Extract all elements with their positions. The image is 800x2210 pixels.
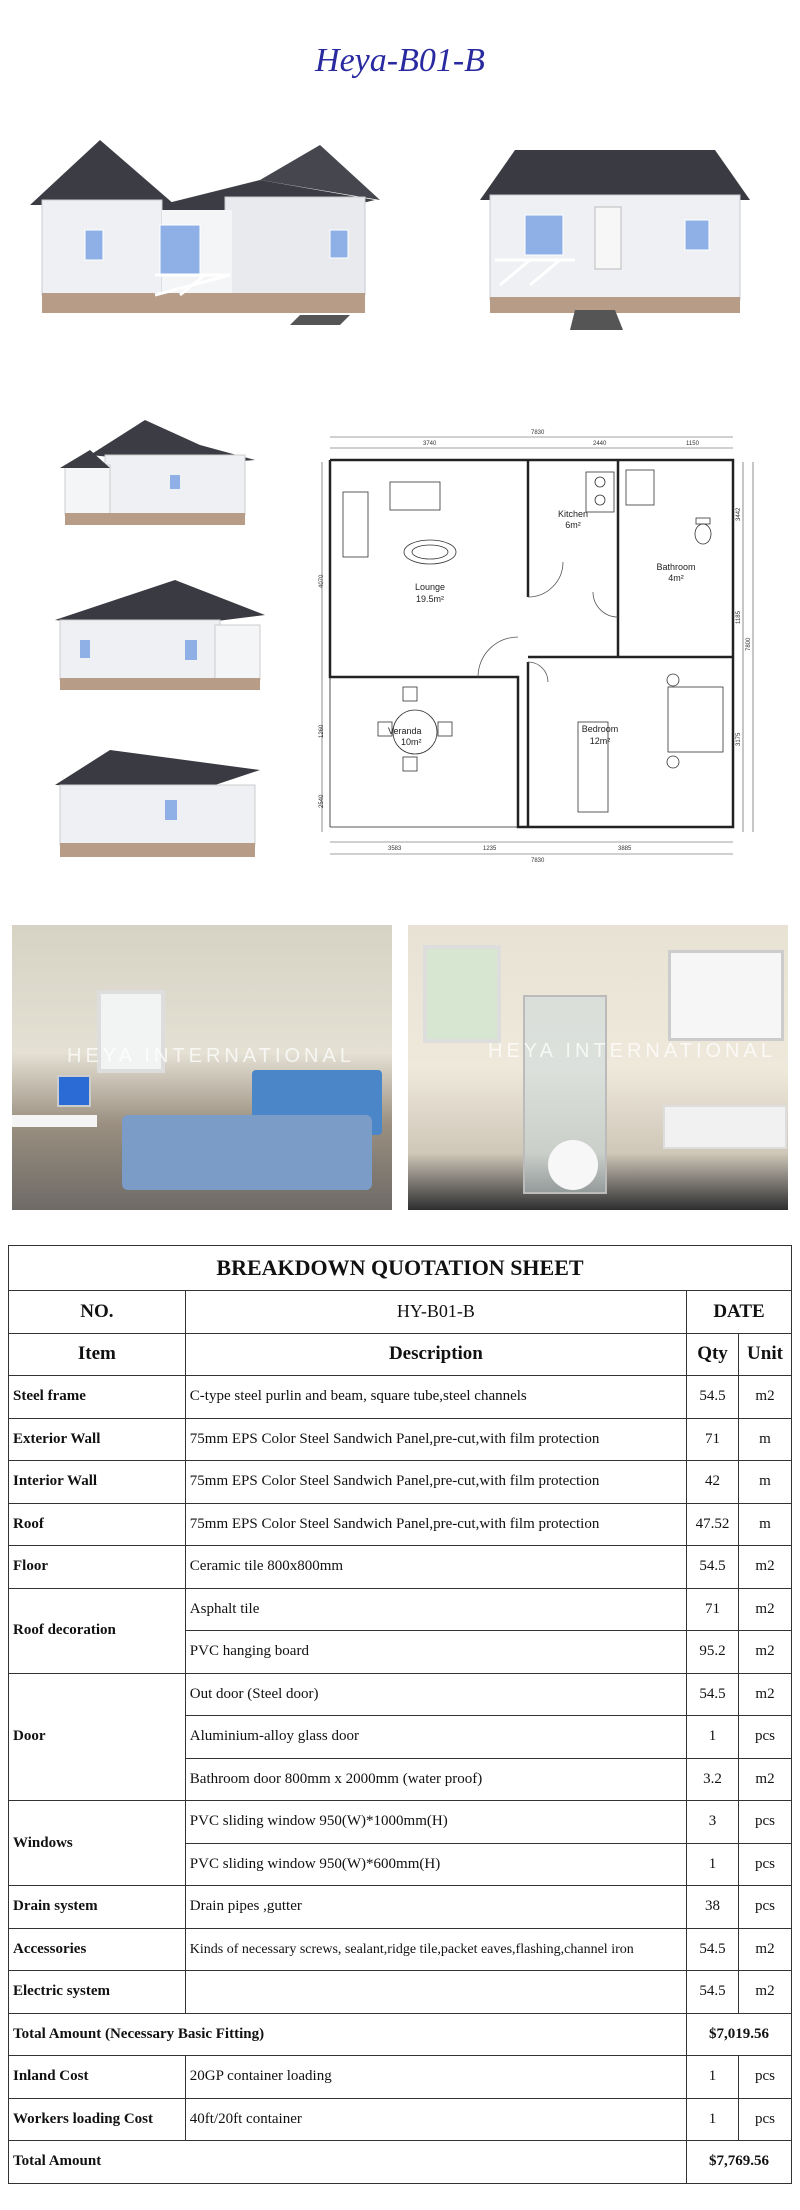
room-kitchen-name: Kitchen bbox=[557, 509, 589, 519]
total-basic-label: Total Amount (Necessary Basic Fitting) bbox=[9, 2013, 687, 2056]
qty-cell: 54.5 bbox=[687, 1546, 739, 1589]
dim-left-3: 2540 bbox=[319, 794, 325, 808]
room-bathroom-area: 4m² bbox=[668, 573, 684, 583]
floor-plan bbox=[318, 422, 768, 872]
table-row bbox=[9, 1971, 792, 2014]
watermark-left: HEYA INTERNATIONAL bbox=[67, 1045, 355, 1067]
item-cell: Windows bbox=[9, 1801, 186, 1886]
house-render-small-2 bbox=[50, 575, 265, 700]
dim-top-1: 3740 bbox=[423, 441, 437, 447]
table-row bbox=[9, 1376, 792, 1419]
unit-cell: pcs bbox=[739, 2056, 792, 2099]
table-row bbox=[9, 1588, 792, 1631]
desc-cell: 75mm EPS Color Steel Sandwich Panel,pre-cut,with film protection bbox=[185, 1418, 686, 1461]
qty-cell: 1 bbox=[687, 2056, 739, 2099]
table-row bbox=[9, 2056, 792, 2099]
house-render-small-1 bbox=[60, 420, 260, 530]
unit-cell: m bbox=[739, 1461, 792, 1504]
unit-cell: m2 bbox=[739, 1376, 792, 1419]
item-cell: Roof bbox=[9, 1503, 186, 1546]
page-title: Heya-B01-B bbox=[315, 42, 485, 79]
table-row bbox=[9, 2141, 792, 2184]
table-row bbox=[9, 1886, 792, 1929]
dim-right-3: 3175 bbox=[736, 732, 742, 746]
unit-cell: pcs bbox=[739, 1801, 792, 1844]
qty-cell: 54.5 bbox=[687, 1673, 739, 1716]
unit-cell: m2 bbox=[739, 1546, 792, 1589]
col-item: Item bbox=[9, 1333, 186, 1376]
qty-cell: 3 bbox=[687, 1801, 739, 1844]
item-cell: Accessories bbox=[9, 1928, 186, 1971]
qty-cell: 42 bbox=[687, 1461, 739, 1504]
dim-right-total: 7800 bbox=[746, 637, 752, 651]
dim-bottom-1: 3583 bbox=[388, 846, 402, 852]
bedroom-photo bbox=[12, 925, 392, 1210]
unit-cell: m2 bbox=[739, 1588, 792, 1631]
house-render-small-3 bbox=[50, 745, 265, 865]
sheet-heading: BREAKDOWN QUOTATION SHEET bbox=[9, 1246, 792, 1291]
dim-right-1: 3442 bbox=[736, 507, 742, 521]
item-cell: Roof decoration bbox=[9, 1588, 186, 1673]
desc-cell: Kinds of necessary screws, sealant,ridge tile,packet eaves,flashing,channel iron bbox=[185, 1928, 686, 1971]
table-row bbox=[9, 1503, 792, 1546]
unit-cell: m2 bbox=[739, 1758, 792, 1801]
desc-cell: Bathroom door 800mm x 2000mm (water proof) bbox=[185, 1758, 686, 1801]
room-kitchen-area: 6m² bbox=[565, 520, 581, 530]
table-row bbox=[9, 1928, 792, 1971]
desc-cell: 20GP container loading bbox=[185, 2056, 686, 2099]
item-cell: Interior Wall bbox=[9, 1461, 186, 1504]
desc-cell: PVC hanging board bbox=[185, 1631, 686, 1674]
unit-cell: m2 bbox=[739, 1631, 792, 1674]
unit-cell: m2 bbox=[739, 1971, 792, 2014]
item-cell: Inland Cost bbox=[9, 2056, 186, 2099]
house-render-front bbox=[30, 135, 380, 335]
qty-cell: 95.2 bbox=[687, 1631, 739, 1674]
desc-cell: Asphalt tile bbox=[185, 1588, 686, 1631]
dim-right-2: 1185 bbox=[736, 611, 742, 624]
house-render-side bbox=[475, 145, 755, 330]
qty-cell: 1 bbox=[687, 2098, 739, 2141]
item-cell: Steel frame bbox=[9, 1376, 186, 1419]
dim-left-2: 1260 bbox=[319, 724, 325, 738]
dim-bottom-total: 7830 bbox=[531, 858, 545, 864]
qty-cell: 47.52 bbox=[687, 1503, 739, 1546]
qty-cell: 71 bbox=[687, 1588, 739, 1631]
qty-cell: 38 bbox=[687, 1886, 739, 1929]
room-lounge-area: 19.5m² bbox=[415, 594, 445, 604]
col-description: Description bbox=[185, 1333, 686, 1376]
item-cell: Floor bbox=[9, 1546, 186, 1589]
room-veranda-name: Veranda bbox=[388, 726, 422, 736]
desc-cell: 40ft/20ft container bbox=[185, 2098, 686, 2141]
unit-cell: pcs bbox=[739, 1716, 792, 1759]
room-bedroom-area: 12m² bbox=[589, 736, 611, 746]
item-cell: Drain system bbox=[9, 1886, 186, 1929]
room-veranda-area: 10m² bbox=[401, 737, 422, 747]
qty-cell: 3.2 bbox=[687, 1758, 739, 1801]
dim-top-total: 7830 bbox=[531, 430, 545, 436]
total-label: Total Amount bbox=[9, 2141, 687, 2184]
desc-cell bbox=[185, 1971, 686, 2014]
desc-cell: 75mm EPS Color Steel Sandwich Panel,pre-cut,with film protection bbox=[185, 1503, 686, 1546]
unit-cell: m2 bbox=[739, 1928, 792, 1971]
quotation-sheet bbox=[8, 1245, 792, 2184]
dim-top-3: 1150 bbox=[686, 441, 699, 447]
table-row bbox=[9, 2013, 792, 2056]
qty-cell: 54.5 bbox=[687, 1971, 739, 2014]
total-amount: $7,769.56 bbox=[687, 2141, 792, 2184]
total-basic-amount: $7,019.56 bbox=[687, 2013, 792, 2056]
item-cell: Electric system bbox=[9, 1971, 186, 2014]
col-unit: Unit bbox=[739, 1333, 792, 1376]
desc-cell: 75mm EPS Color Steel Sandwich Panel,pre-cut,with film protection bbox=[185, 1461, 686, 1504]
room-bathroom-name: Bathroom bbox=[656, 562, 696, 572]
table-row bbox=[9, 1418, 792, 1461]
desc-cell: PVC sliding window 950(W)*600mm(H) bbox=[185, 1843, 686, 1886]
qty-cell: 1 bbox=[687, 1843, 739, 1886]
bathroom-photo bbox=[408, 925, 788, 1210]
no-label: NO. bbox=[9, 1291, 186, 1334]
table-row bbox=[9, 2098, 792, 2141]
table-row bbox=[9, 1546, 792, 1589]
unit-cell: m2 bbox=[739, 1673, 792, 1716]
unit-cell: pcs bbox=[739, 1843, 792, 1886]
qty-cell: 71 bbox=[687, 1418, 739, 1461]
room-lounge-name: Lounge bbox=[414, 582, 446, 592]
item-cell: Door bbox=[9, 1673, 186, 1801]
table-row bbox=[9, 1461, 792, 1504]
dim-left-1: 4070 bbox=[319, 574, 325, 588]
desc-cell: Ceramic tile 800x800mm bbox=[185, 1546, 686, 1589]
unit-cell: m bbox=[739, 1418, 792, 1461]
item-cell: Workers loading Cost bbox=[9, 2098, 186, 2141]
unit-cell: m bbox=[739, 1503, 792, 1546]
date-label: DATE bbox=[687, 1291, 792, 1334]
qty-cell: 54.5 bbox=[687, 1928, 739, 1971]
unit-cell: pcs bbox=[739, 2098, 792, 2141]
table-row bbox=[9, 1673, 792, 1716]
qty-cell: 54.5 bbox=[687, 1376, 739, 1419]
desc-cell: C-type steel purlin and beam, square tube,steel channels bbox=[185, 1376, 686, 1419]
room-bedroom-name: Bedroom bbox=[581, 724, 619, 734]
item-cell: Exterior Wall bbox=[9, 1418, 186, 1461]
dim-bottom-3: 3885 bbox=[618, 846, 632, 852]
desc-cell: Drain pipes ,gutter bbox=[185, 1886, 686, 1929]
desc-cell: Out door (Steel door) bbox=[185, 1673, 686, 1716]
unit-cell: pcs bbox=[739, 1886, 792, 1929]
desc-cell: Aluminium-alloy glass door bbox=[185, 1716, 686, 1759]
watermark-right: HEYA INTERNATIONAL bbox=[488, 1040, 776, 1062]
qty-cell: 1 bbox=[687, 1716, 739, 1759]
dim-bottom-2: 1235 bbox=[483, 846, 497, 852]
col-qty: Qty bbox=[687, 1333, 739, 1376]
no-value: HY-B01-B bbox=[185, 1291, 686, 1334]
table-row bbox=[9, 1801, 792, 1844]
desc-cell: PVC sliding window 950(W)*1000mm(H) bbox=[185, 1801, 686, 1844]
dim-top-2: 2440 bbox=[593, 441, 607, 447]
